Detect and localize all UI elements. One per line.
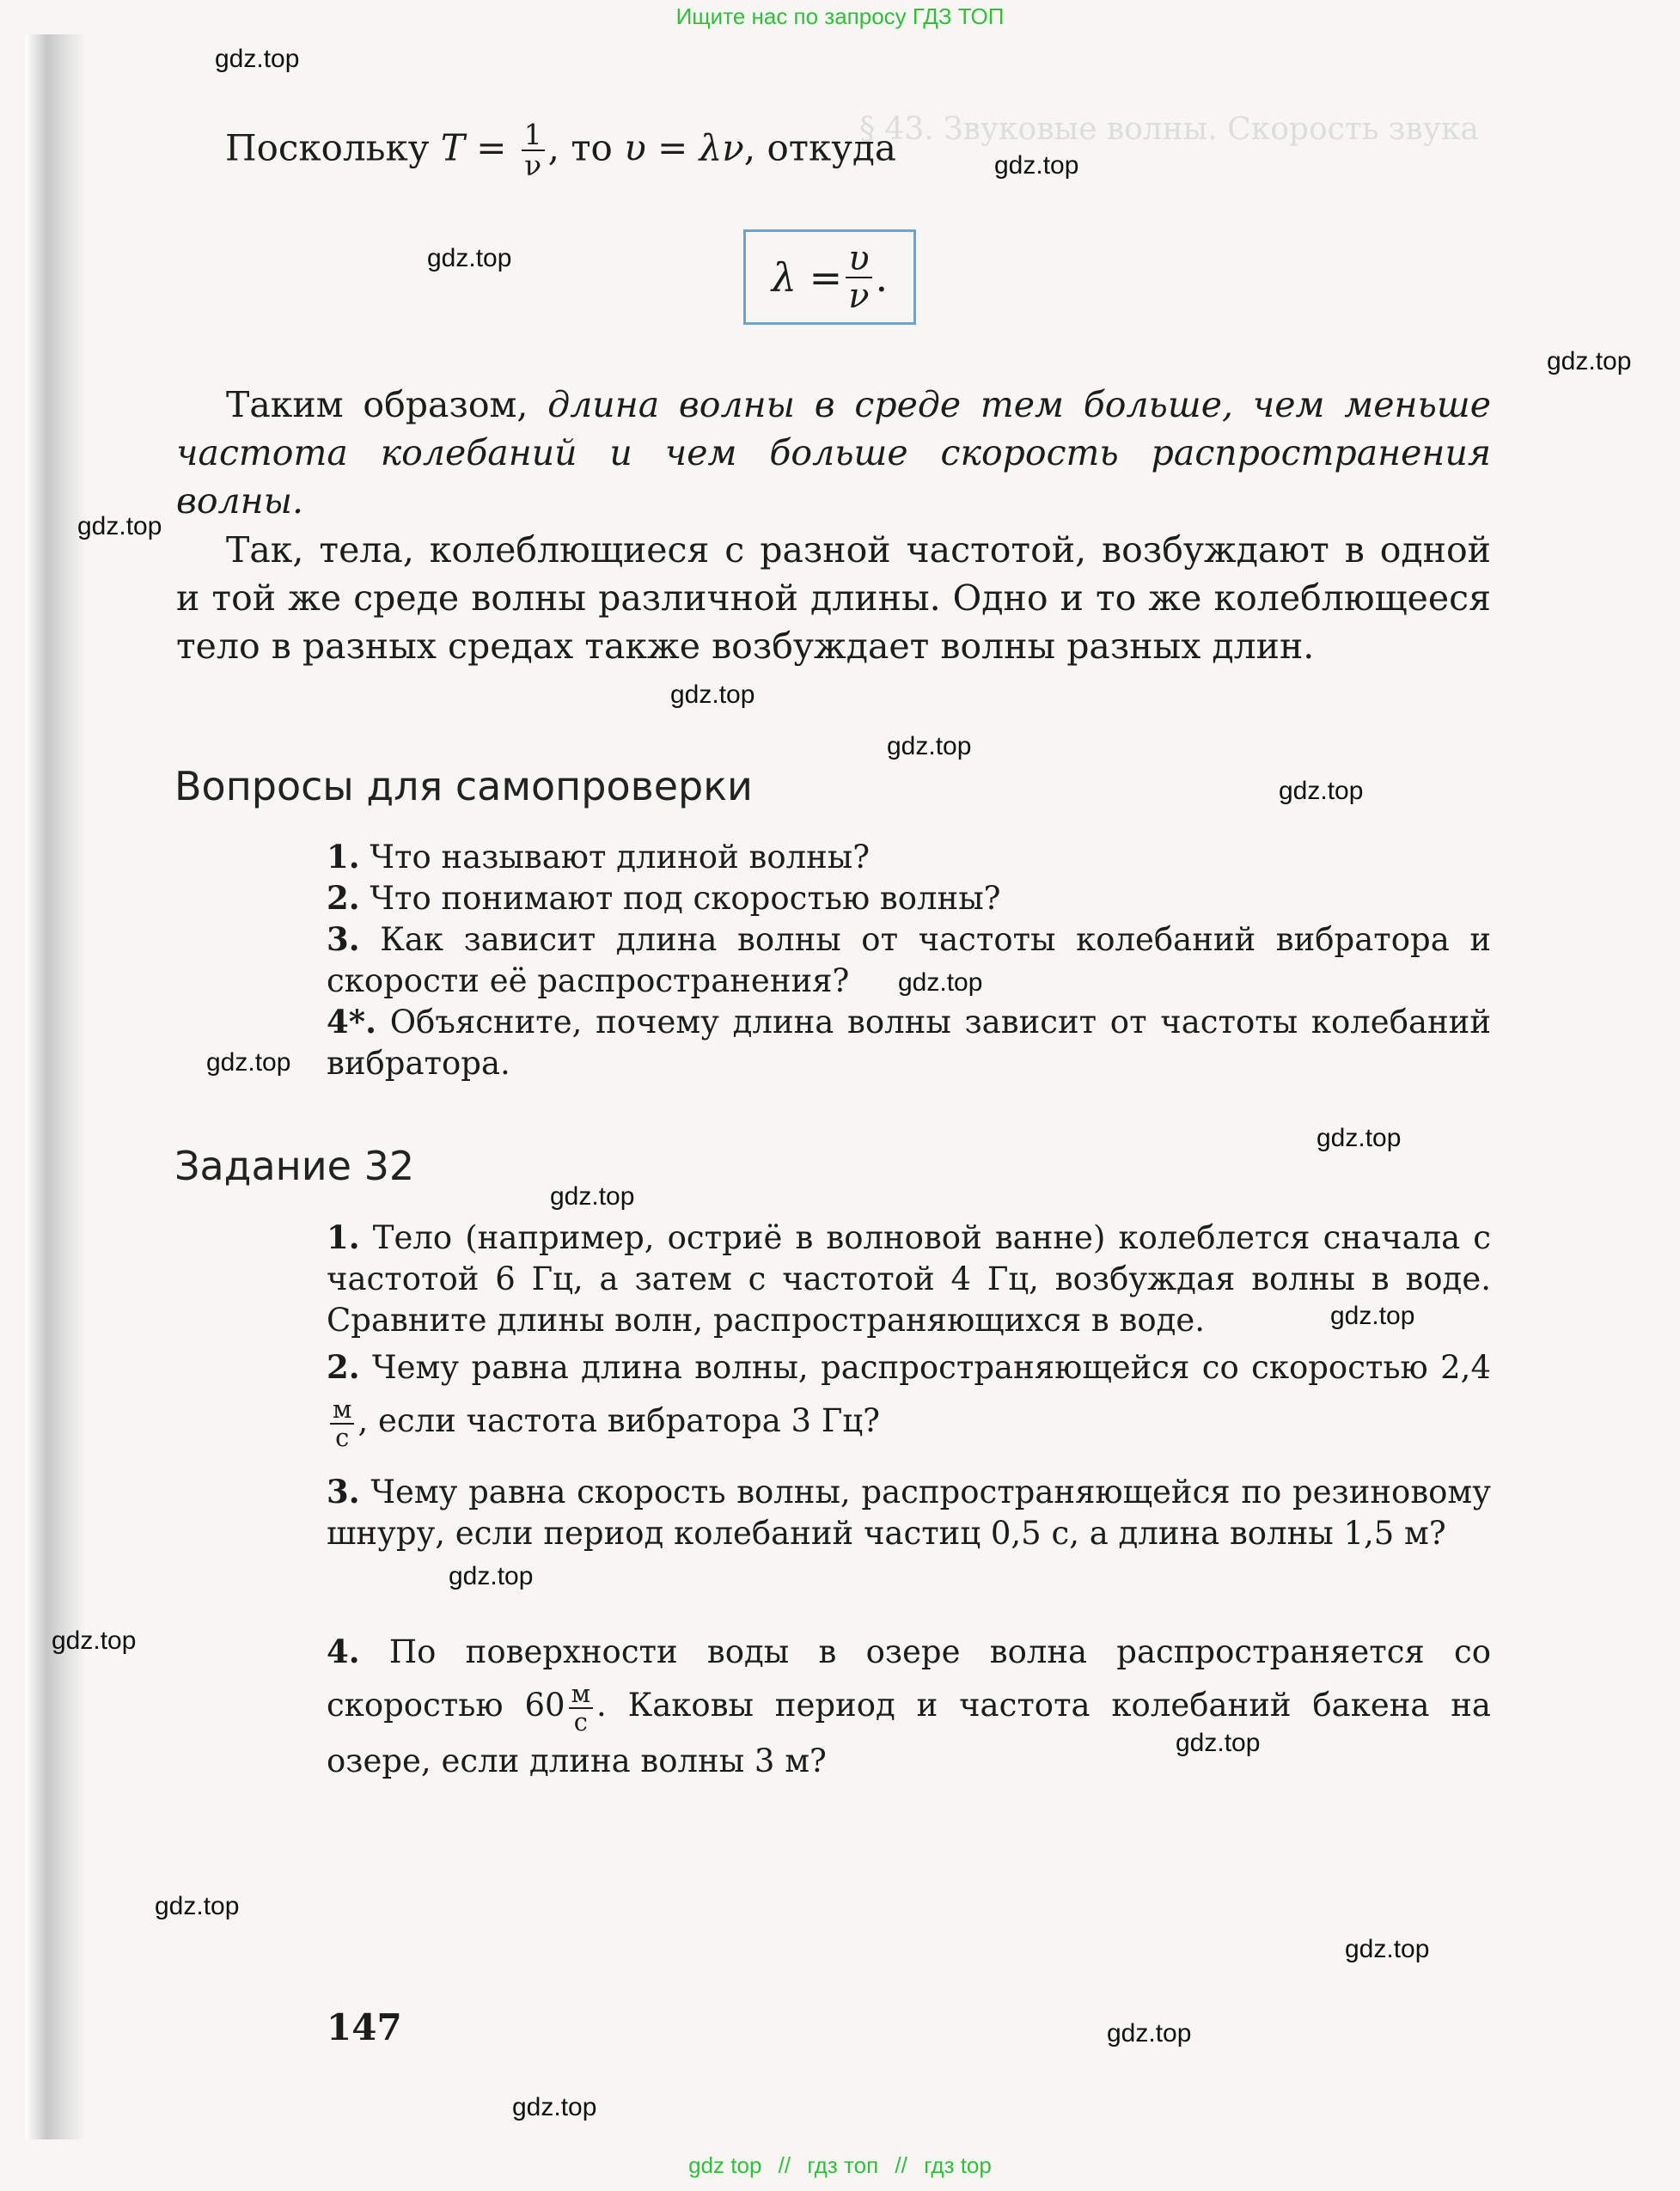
footer-link-2[interactable]: гдз топ	[807, 2152, 879, 2178]
scan-edge-shadow	[26, 34, 86, 2139]
watermark: gdz.top	[1107, 2019, 1192, 2048]
watermark: gdz.top	[449, 1562, 534, 1590]
question-4: 4*. Объясните, почему длина волны зависит от частоты колебаний вибратора.	[327, 1003, 1492, 1082]
boxed-wavelength-formula: λ = $\frac{\upsilon}{\nu}$ .	[743, 229, 916, 325]
watermark: gdz.top	[887, 732, 972, 760]
page-number: 147	[327, 2006, 402, 2048]
task-1: 1. Тело (например, остриё в волновой ванне) колеблется сначала с частотой 6 Гц, а затем с частотой 4 Гц, возбуждая волны в воде. Сравните длины волн, распространяющихся в воде.	[327, 1218, 1491, 1339]
ghost-header: § 43. Звуковые волны. Скорость звука	[859, 112, 1479, 147]
question-2: 2. Что понимают под скоростью волны?	[327, 879, 1001, 917]
question-3: 3. Как зависит длина волны от частоты колебаний вибратора и скорости её распространения?	[327, 920, 1491, 999]
question-1: 1. Что называют длиной волны?	[327, 838, 871, 876]
footer-separator: //	[778, 2152, 791, 2178]
watermark: gdz.top	[1176, 1729, 1261, 1757]
watermark: gdz.top	[1279, 777, 1364, 805]
task-2: 2. Чему равна длина волны, распространяющейся со скоростью 2,4 $\frac{м}{с}$ , если частота вибратора 3 Гц?	[327, 1348, 1491, 1452]
watermark: gdz.top	[1547, 347, 1632, 375]
watermark: gdz.top	[1345, 1935, 1430, 1963]
footer-separator: //	[895, 2152, 907, 2178]
watermark: gdz.top	[1317, 1124, 1402, 1152]
footer-link-3[interactable]: гдз top	[924, 2152, 992, 2178]
watermark: gdz.top	[206, 1048, 291, 1077]
explanation-paragraph: Так, тела, колеблющиеся с разной частотой, возбуждают в одной и той же среде волны различной длины. Одно и то же колеблющееся тело в разных средах также возбуждает волны разных длин.	[176, 529, 1491, 667]
watermark: gdz.top	[512, 2093, 597, 2121]
fraction-one-over-nu: $\frac{1}{\nu}$	[522, 120, 545, 181]
top-banner[interactable]: Ищите нас по запросу ГДЗ ТОП	[675, 3, 1005, 29]
watermark: gdz.top	[77, 512, 162, 540]
footer-link-1[interactable]: gdz top	[688, 2152, 762, 2178]
questions-heading: Вопросы для самопроверки	[174, 763, 753, 809]
formula-line: Поскольку T = $\frac{1}{\nu}$ , то υ = λν, откуда	[225, 119, 896, 183]
watermark: gdz.top	[994, 151, 1079, 180]
task-3: 3. Чему равна скорость волны, распространяющейся по резиновому шнуру, если период колебаний частиц 0,5 с, а длина волны 1,5 м?	[327, 1473, 1491, 1552]
watermark: gdz.top	[155, 1892, 240, 1920]
footer-links	[0, 2152, 1680, 2179]
watermark: gdz.top	[427, 244, 512, 272]
watermark: gdz.top	[670, 680, 755, 709]
watermark: gdz.top	[898, 968, 983, 997]
task-heading: Задание 32	[174, 1143, 415, 1189]
conclusion-paragraph: Таким образом, длина волны в среде тем больше, чем меньше частота колебаний и чем больше скорость распространения волны.	[176, 384, 1491, 522]
watermark: gdz.top	[215, 45, 300, 73]
task-4: 4. По поверхности воды в озере волна распространяется со скоростью 60 $\frac{м}{с}$ . Каковы период и частота колебаний бакена на озере, если длина волны 3 м?	[327, 1633, 1492, 1779]
watermark: gdz.top	[52, 1626, 137, 1655]
watermark: gdz.top	[1330, 1302, 1415, 1330]
watermark: gdz.top	[550, 1182, 635, 1211]
